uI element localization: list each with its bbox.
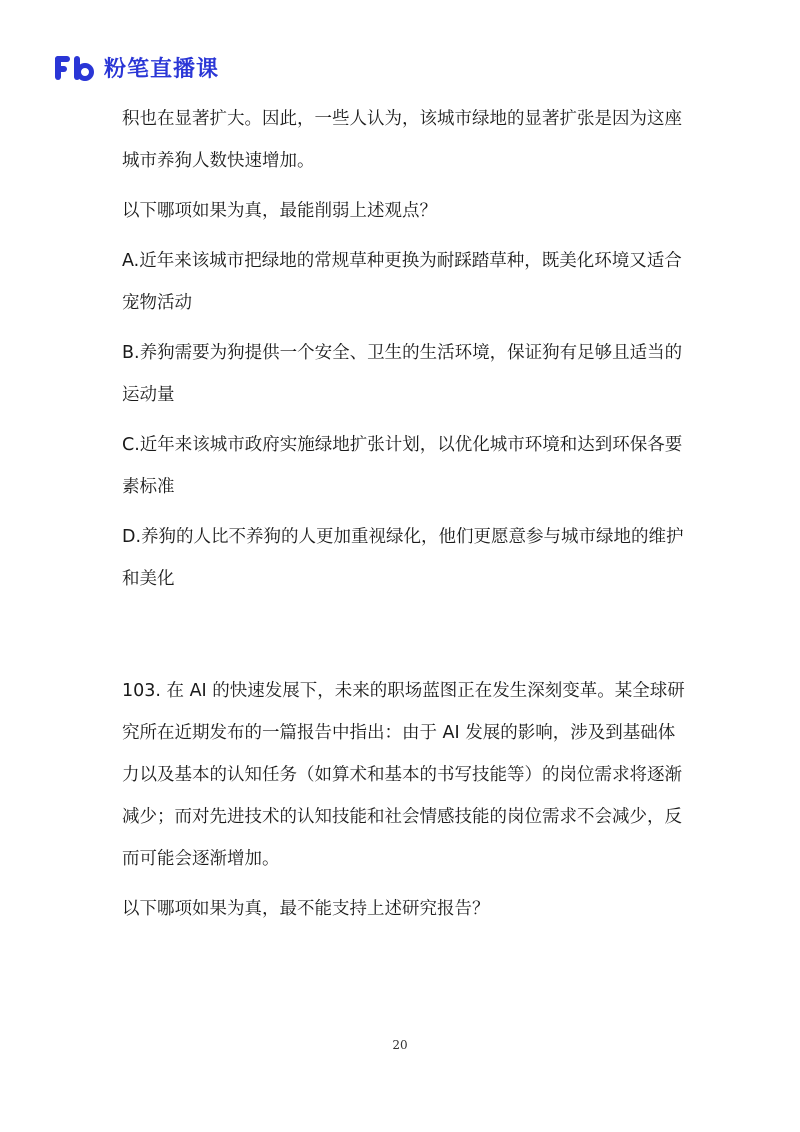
document-body [122, 98, 692, 938]
section-spacer [122, 608, 692, 670]
q2-question: 以下哪项如果为真，最不能支持上述研究报告？ [122, 899, 490, 919]
brand-name: 粉笔直播课 [104, 57, 220, 82]
q1-option-b: B.养狗需要为狗提供一个安全、卫生的生活环境，保证狗有足够且适当的运动量 [122, 343, 683, 405]
q1-option-d: D.养狗的人比不养狗的人更加重视绿化，他们更愿意参与城市绿地的维护和美化 [122, 527, 684, 589]
q2-stem: 103. 在 AI 的快速发展下，未来的职场蓝图正在发生深刻变革。某全球研究所在近期发布的一篇报告中指出：由于 AI 发展的影响，涉及到基础体力以及基本的认知任务（如算术和基本的书写技能等）的岗位需求将逐渐减少；而对先进技术的认知技能和社会情感技能的岗位需求不会减少，反而可能会逐渐增加。 [122, 681, 685, 869]
q1-option-c: C.近年来该城市政府实施绿地扩张计划，以优化城市环境和达到环保各要素标准 [122, 435, 683, 497]
q1-option-a: A.近年来该城市把绿地的常规草种更换为耐踩踏草种，既美化环境又适合宠物活动 [122, 251, 682, 313]
brand-header [54, 52, 219, 83]
q1-question: 以下哪项如果为真，最能削弱上述观点？ [122, 201, 437, 221]
q1-stem-tail: 积也在显著扩大。因此，一些人认为，该城市绿地的显著扩张是因为这座城市养狗人数快速增加。 [122, 109, 682, 171]
page-number: 20 [392, 1038, 408, 1052]
fenbi-logo-icon [54, 53, 96, 83]
